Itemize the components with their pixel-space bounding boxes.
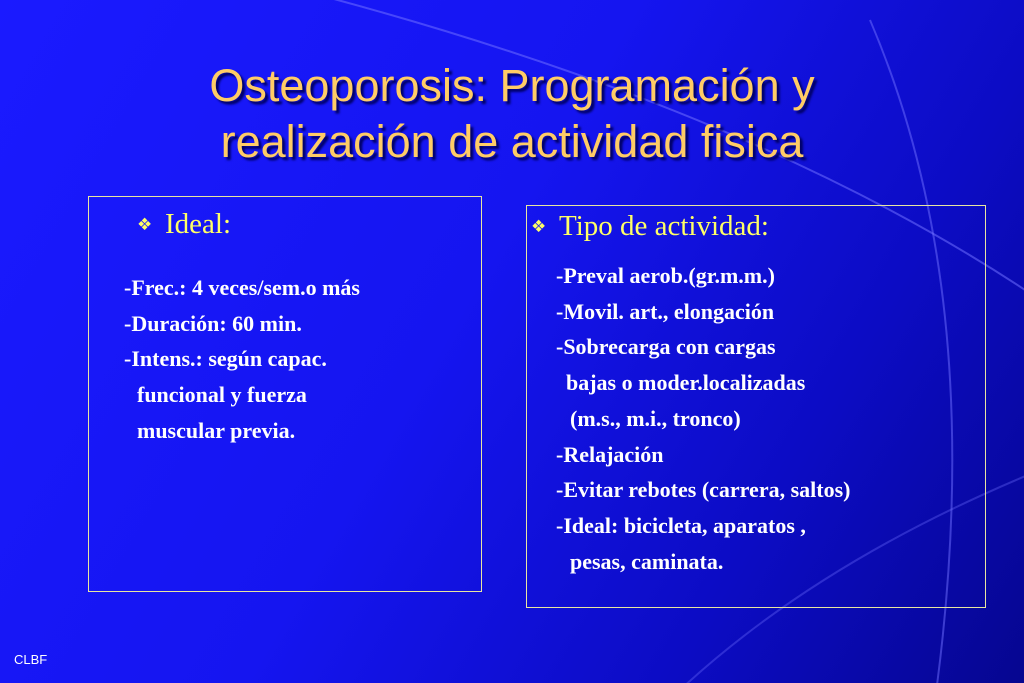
activity-type-heading	[531, 210, 769, 243]
slide-title	[60, 58, 964, 170]
list-item: (m.s., m.i., tronco)	[570, 405, 741, 431]
list-item: -Frec.: 4 veces/sem.o más	[124, 275, 360, 300]
slide-title-line-1: Osteoporosis: Programación y	[209, 60, 815, 111]
list-item: funcional y fuerza	[137, 382, 307, 408]
diamond-bullet-icon: ❖	[137, 214, 153, 235]
list-item: -Movil. art., elongación	[556, 298, 775, 324]
ideal-heading-label: Ideal:	[165, 208, 232, 240]
list-item: -Ideal: bicicleta, aparatos ,	[556, 512, 806, 538]
list-item: muscular previa.	[137, 417, 296, 443]
activity-type-heading-label: Tipo de actividad:	[559, 210, 769, 242]
activity-type-list	[556, 258, 850, 579]
ideal-list	[124, 270, 360, 449]
ideal-heading	[137, 208, 231, 241]
list-item: -Duración: 60 min.	[124, 310, 302, 336]
list-item: -Intens.: según capac.	[124, 346, 327, 372]
diamond-bullet-icon: ❖	[531, 216, 547, 237]
list-item: -Preval aerob.(gr.m.m.)	[556, 263, 775, 288]
list-item: bajas o moder.localizadas	[566, 370, 806, 396]
slide-title-line-2: realización de actividad fisica	[220, 116, 804, 167]
list-item: -Relajación	[556, 441, 664, 467]
list-item: -Sobrecarga con cargas	[556, 334, 776, 360]
list-item: -Evitar rebotes (carrera, saltos)	[556, 477, 851, 503]
list-item: pesas, caminata.	[570, 548, 724, 574]
footer-label: CLBF	[14, 652, 48, 667]
